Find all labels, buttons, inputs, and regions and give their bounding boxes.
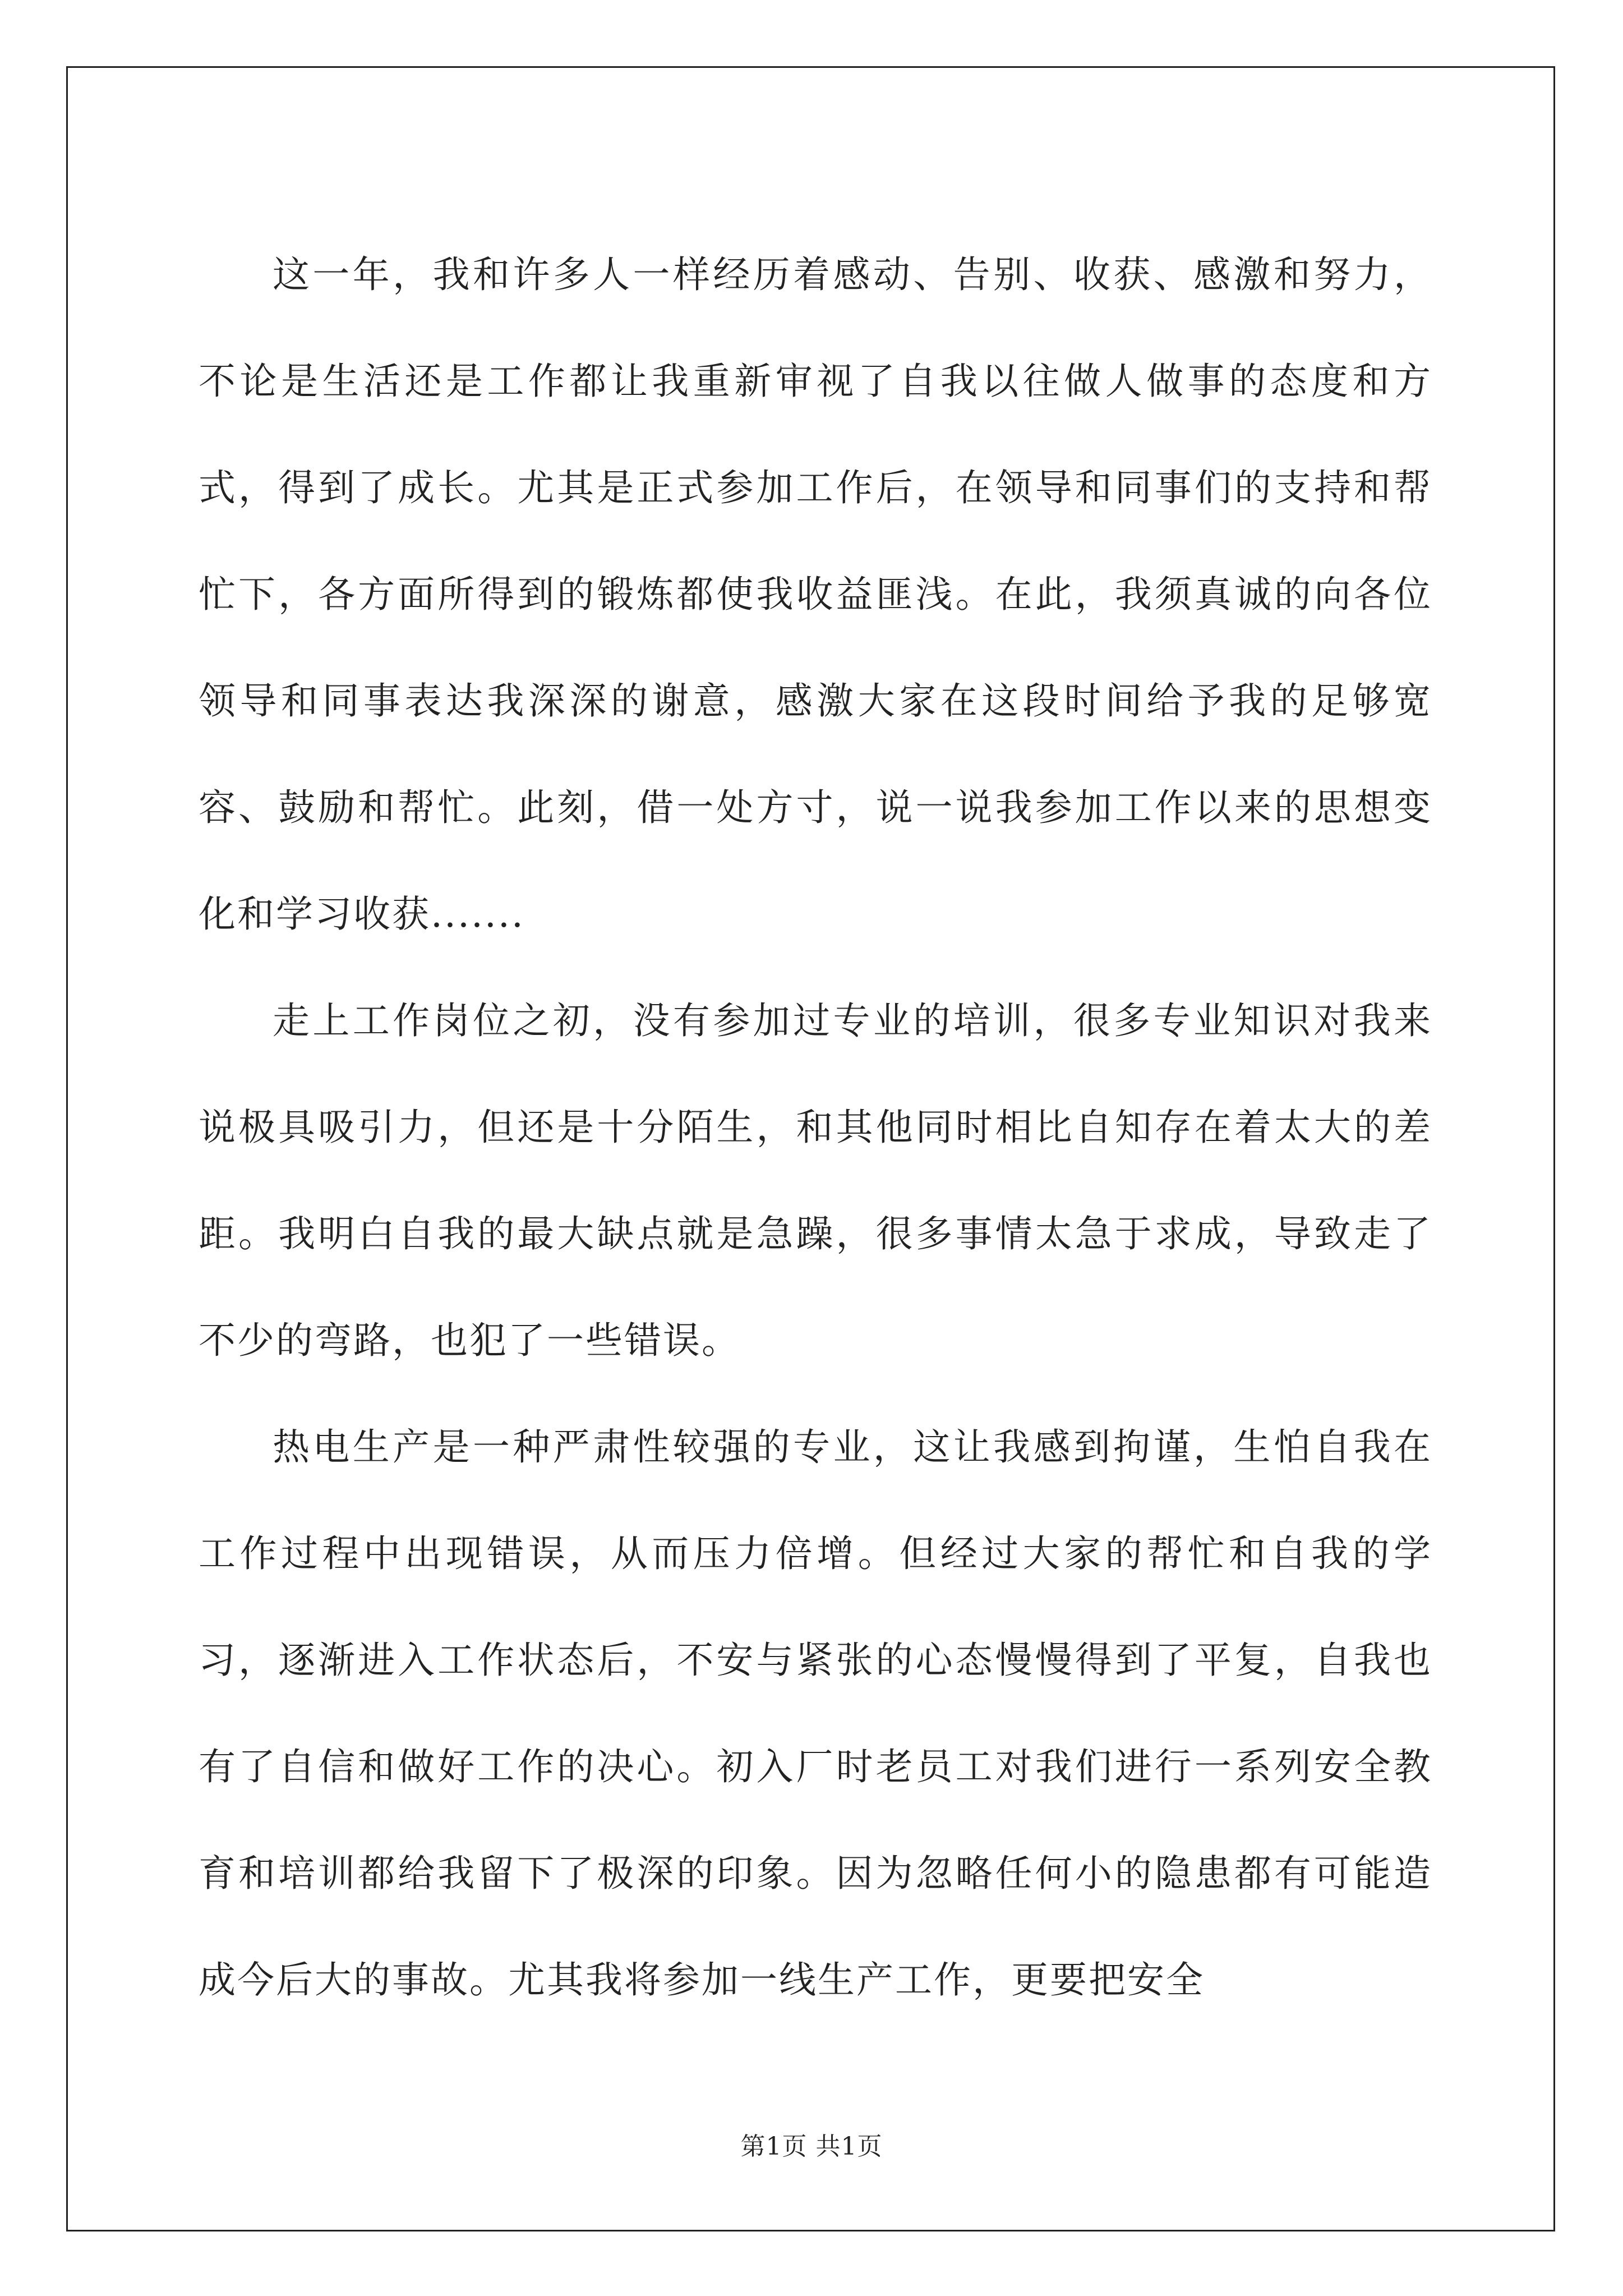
page-number-footer: 第1页 共1页 xyxy=(740,2132,883,2161)
paragraph-1: 这一年，我和许多人一样经历着感动、告别、收获、感激和努力，不论是生活还是工作都让我重新审视了自我以往做人做事的态度和方式，得到了成长。尤其是正式参加工作后，在领导和同事们的支持和帮忙下，各方面所得到的锻炼都使我收益匪浅。在此，我须真诚的向各位领导和同事表达我深深的谢意，感激大家在这段时间给予我的足够宽容、鼓励和帮忙。此刻，借一处方寸，说一说我参加工作以来的思想变化和学习收获....... xyxy=(199,253,1432,936)
paragraph-3: 热电生产是一种严肃性较强的专业，这让我感到拘谨，生怕自我在工作过程中出现错误，从而压力倍增。但经过大家的帮忙和自我的学习，逐渐进入工作状态后，不安与紧张的心态慢慢得到了平复，自我也有了自信和做好工作的决心。初入厂时老员工对我们进行一系列安全教育和培训都给我留下了极深的印象。因为忽略任何小的隐患都有可能造成今后大的事故。尤其我将参加一线生产工作，更要把安全 xyxy=(199,1425,1432,2001)
document-body xyxy=(199,222,1432,2033)
paragraph-2: 走上工作岗位之初，没有参加过专业的培训，很多专业知识对我来说极具吸引力，但还是十分陌生，和其他同时相比自知存在着太大的差距。我明白自我的最大缺点就是急躁，很多事情太急于求成，导致走了不少的弯路，也犯了一些错误。 xyxy=(199,999,1432,1362)
